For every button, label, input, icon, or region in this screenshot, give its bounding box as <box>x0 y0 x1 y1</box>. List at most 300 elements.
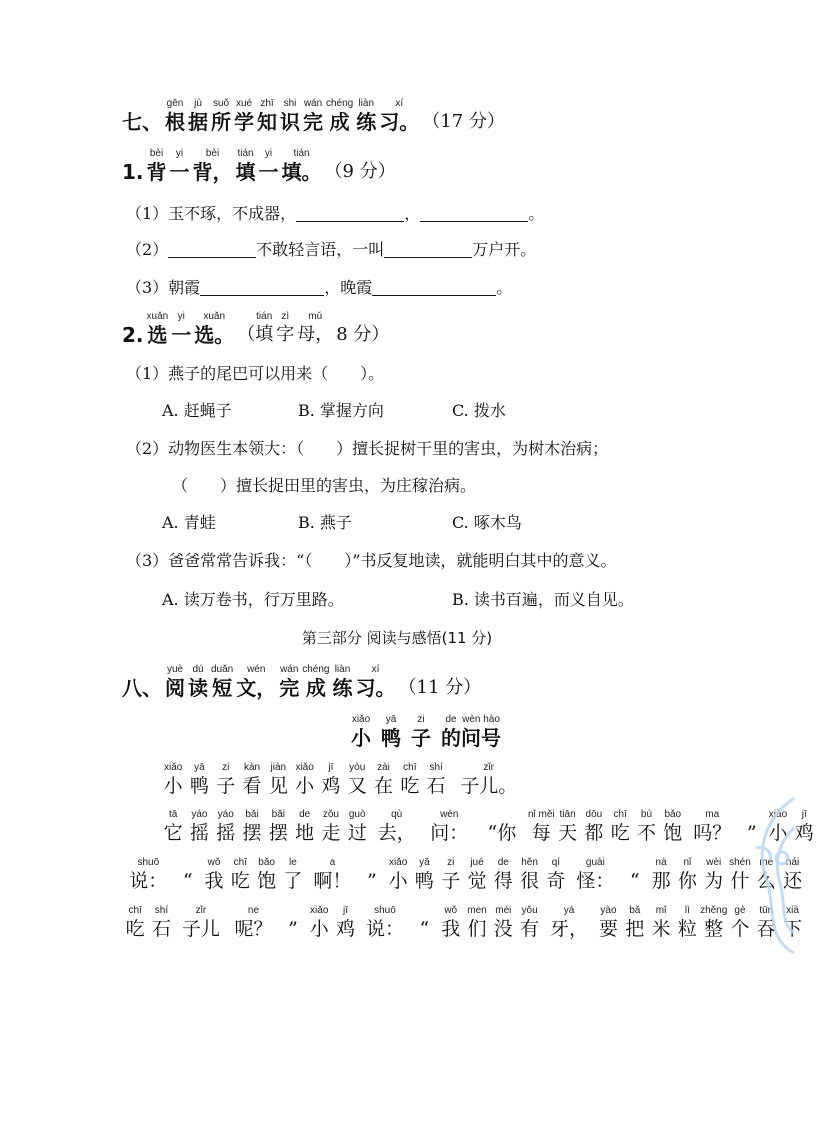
pinyin: gēn <box>166 98 184 109</box>
hanzi: 下 <box>783 918 803 940</box>
pinyin: bù <box>640 809 653 820</box>
ruby-char <box>370 809 423 845</box>
pinyin: chī <box>613 809 627 820</box>
pinyin: bǎo <box>258 857 275 868</box>
hanzi: 还 <box>783 870 803 892</box>
pinyin: chī <box>233 857 247 868</box>
pinyin: zài <box>377 762 390 773</box>
pinyin: wèn <box>440 809 459 820</box>
hanzi: 练 <box>356 110 377 134</box>
pinyin: xué <box>235 98 253 109</box>
hanzi: 一 <box>169 160 190 184</box>
pinyin: dōu <box>585 809 603 820</box>
pinyin: zǐr <box>195 905 207 916</box>
pinyin: zi <box>447 857 455 868</box>
pinyin: hěn <box>521 857 538 868</box>
pinyin: shi <box>283 98 297 109</box>
ruby-char <box>239 809 265 845</box>
hanzi: 字 <box>276 324 295 345</box>
ruby-char <box>791 809 817 845</box>
hanzi: 选 <box>147 323 168 347</box>
ruby-char <box>259 148 279 184</box>
hanzi: 成 <box>305 676 326 700</box>
q1-item-3 <box>126 276 512 300</box>
hanzi: 习。 <box>355 676 396 700</box>
pinyin: jī <box>328 762 334 773</box>
ruby-char <box>595 905 621 941</box>
pinyin: zhěng <box>700 905 728 916</box>
pinyin: zhī <box>260 98 274 109</box>
ruby-char <box>674 857 700 893</box>
story-line <box>160 762 528 798</box>
score-note: （11 分） <box>398 677 482 698</box>
pinyin: yáo <box>217 809 234 820</box>
pinyin: mǐ <box>655 905 667 916</box>
q1-item-1 <box>126 202 544 226</box>
hanzi: “ <box>419 918 430 940</box>
ruby-char <box>648 905 674 941</box>
ruby-char <box>622 905 648 941</box>
section8-heading <box>122 664 481 700</box>
ruby-char <box>528 809 554 845</box>
logo-watermark-icon <box>736 788 794 958</box>
pinyin: yi <box>177 311 185 322</box>
q1-item-3-end: 。 <box>496 278 513 297</box>
option-c[interactable]: C. 拨水 <box>452 401 506 420</box>
hanzi: 啊！ <box>313 870 352 892</box>
hanzi: 见 <box>268 775 288 797</box>
pinyin: liàn <box>334 664 351 675</box>
hanzi: 它 <box>163 822 183 844</box>
pinyin: gè <box>734 905 746 916</box>
pinyin: qù <box>391 809 403 820</box>
ruby-char <box>306 905 332 941</box>
hanzi: 饱 <box>663 822 683 844</box>
ruby-char <box>359 857 385 893</box>
hanzi: 填 <box>255 324 274 345</box>
pinyin: de <box>497 857 509 868</box>
hanzi: 鸭 <box>414 870 434 892</box>
option-c[interactable]: C. 啄木鸟 <box>452 513 522 532</box>
ruby-char <box>282 148 322 184</box>
ruby-char <box>490 905 516 941</box>
score-note: （9 分） <box>324 161 396 182</box>
hanzi: 吞 <box>756 918 776 940</box>
ruby-char <box>211 664 233 700</box>
ruby-char <box>211 98 231 134</box>
pinyin: yào <box>600 905 617 916</box>
ruby-char <box>165 664 185 700</box>
hanzi: 过 <box>347 822 367 844</box>
hanzi: 子儿。 <box>460 775 518 797</box>
hanzi: 据 <box>188 110 208 134</box>
ruby-char <box>280 857 306 893</box>
answer-blank[interactable] <box>296 203 404 222</box>
pinyin: de <box>445 714 457 725</box>
hanzi: 有 <box>520 918 540 940</box>
pinyin: bǎi <box>245 809 259 820</box>
ruby-char <box>379 98 419 134</box>
option-a[interactable]: A. 读万卷书，行万里路。 <box>162 590 344 609</box>
pinyin: méi <box>495 905 512 916</box>
part3-title: 第三部分 阅读与感悟(11 分) <box>301 629 493 647</box>
ruby-char <box>318 762 344 798</box>
ruby-char <box>234 98 254 134</box>
ruby-char <box>291 809 317 845</box>
pinyin: bǎ <box>629 905 641 916</box>
ruby-char <box>188 664 208 700</box>
pinyin: hái <box>785 857 800 868</box>
pinyin: shuō <box>374 905 396 916</box>
pinyin: wán <box>280 664 299 675</box>
ruby-char <box>122 905 148 941</box>
hanzi: 石 <box>151 918 171 940</box>
hanzi: 整 <box>704 918 724 940</box>
pinyin: guài <box>585 857 605 868</box>
ruby-char <box>306 857 359 893</box>
section7-heading <box>122 98 505 134</box>
pinyin: liàn <box>358 98 375 109</box>
hanzi: 说： <box>129 870 168 892</box>
ruby-char <box>175 857 201 893</box>
ruby-char <box>423 762 449 798</box>
hanzi: 填。 <box>281 160 322 184</box>
hanzi: 八、 <box>122 676 162 700</box>
ruby-char <box>160 762 186 798</box>
pinyin: tián <box>256 311 273 322</box>
hanzi: 把 <box>625 918 645 940</box>
hanzi: 问： <box>430 822 469 844</box>
ruby-char <box>213 762 239 798</box>
ruby-char <box>344 809 370 845</box>
pinyin: wèn hào <box>462 714 500 725</box>
ruby-char <box>279 664 299 700</box>
q1-item-3-prefix: （3）朝霞 <box>126 278 201 297</box>
q2-1-text: （1）燕子的尾巴可以用来（ ）。 <box>126 364 385 383</box>
hanzi: 根 <box>165 110 185 134</box>
ruby-char <box>397 762 423 798</box>
ruby-char <box>543 905 596 941</box>
hanzi: 奇 <box>546 870 566 892</box>
pinyin: dú <box>192 664 204 675</box>
hanzi: 得 <box>493 870 513 892</box>
story-line <box>160 809 817 845</box>
pinyin: chéng <box>302 664 330 675</box>
ruby-char <box>276 311 294 347</box>
pinyin: yá <box>563 905 575 916</box>
pinyin: nǐ měi <box>527 809 555 820</box>
hanzi: 鸡 <box>321 775 341 797</box>
ruby-char <box>674 905 700 941</box>
pinyin: shí <box>154 905 169 916</box>
hanzi: 小 <box>163 775 183 797</box>
ruby-char <box>318 809 344 845</box>
answer-blank[interactable] <box>384 239 472 258</box>
hanzi: 觉 <box>467 870 487 892</box>
ruby-char <box>449 762 528 798</box>
pinyin: zì <box>281 311 290 322</box>
ruby-char <box>171 311 191 347</box>
paren-open: （ <box>237 324 256 345</box>
hanzi: 吃 <box>610 822 630 844</box>
hanzi: 说： <box>365 918 404 940</box>
q1-item-1-end: 。 <box>528 204 545 223</box>
hanzi: 完 <box>279 676 300 700</box>
hanzi: 我 <box>441 918 461 940</box>
q2-3-options <box>162 588 722 612</box>
hanzi: 选。 <box>194 323 235 347</box>
hanzi: 的 <box>441 726 461 750</box>
pinyin: yi <box>264 148 273 159</box>
ruby-char <box>464 857 490 893</box>
hanzi: 成 <box>329 110 350 134</box>
ruby-char <box>165 98 185 134</box>
hanzi: 要 <box>598 918 618 940</box>
pinyin: guò <box>348 809 366 820</box>
ruby-char <box>186 762 212 798</box>
pinyin: suǒ <box>212 98 230 109</box>
hanzi: ” <box>746 822 757 844</box>
ruby-char <box>607 809 633 845</box>
ruby-char <box>464 905 490 941</box>
hanzi: 呢？ <box>234 918 273 940</box>
ruby-char <box>170 148 190 184</box>
q1-item-2-prefix: （2） <box>126 240 169 259</box>
hanzi: 子儿 <box>181 918 220 940</box>
hanzi: 摆 <box>268 822 288 844</box>
hanzi: 学 <box>234 110 254 134</box>
hanzi: 吃 <box>400 775 420 797</box>
hanzi: “ <box>629 870 640 892</box>
hanzi: 小 <box>388 870 408 892</box>
hanzi: “ <box>182 870 193 892</box>
ruby-char <box>280 905 306 941</box>
answer-blank[interactable] <box>200 277 324 296</box>
hanzi: 么 <box>756 870 776 892</box>
ruby-char <box>356 98 376 134</box>
answer-blank[interactable] <box>372 277 496 296</box>
hanzi: 每 <box>531 822 551 844</box>
hanzi: 摆 <box>242 822 262 844</box>
pinyin: jī <box>801 809 807 820</box>
hanzi: 鸭 <box>189 775 209 797</box>
pinyin: chéng <box>326 98 354 109</box>
hanzi: 子 <box>441 870 461 892</box>
pinyin: nǐ <box>683 857 692 868</box>
pinyin: jué <box>470 857 484 868</box>
pinyin: wén <box>247 664 266 675</box>
ruby-char <box>236 664 276 700</box>
pinyin: wǒ <box>207 857 221 868</box>
ruby-char <box>147 311 169 347</box>
hanzi: 摇 <box>189 822 209 844</box>
hanzi: 粒 <box>677 918 697 940</box>
pinyin: wèi <box>706 857 722 868</box>
ruby-char <box>701 905 727 941</box>
pinyin: wán <box>303 98 323 109</box>
pinyin: zi <box>222 762 230 773</box>
ruby-char <box>686 809 739 845</box>
hanzi: 所 <box>211 110 231 134</box>
hanzi: 什 <box>730 870 750 892</box>
pinyin: wǒ <box>444 905 458 916</box>
ruby-char <box>148 905 174 941</box>
hanzi: 很 <box>520 870 540 892</box>
hanzi: 你 <box>677 870 697 892</box>
ruby-char <box>188 98 208 134</box>
ruby-char <box>423 809 476 845</box>
q1-heading <box>122 148 396 184</box>
ruby-char <box>255 311 273 347</box>
hanzi: 子 <box>216 775 236 797</box>
ruby-char <box>265 762 291 798</box>
option-b[interactable]: B. 掌握方向 <box>298 401 384 420</box>
ruby-char <box>622 857 648 893</box>
hanzi: 读 <box>188 676 208 700</box>
hanzi: 那 <box>651 870 671 892</box>
q2-2-options <box>162 511 662 535</box>
hanzi: 看 <box>242 775 262 797</box>
q1-item-2-mid: 不敢轻言语，一叫 <box>256 240 385 259</box>
pinyin: yuè <box>166 664 184 675</box>
ruby-char <box>122 98 162 134</box>
pinyin: xiǎo <box>388 857 408 868</box>
option-a[interactable]: A. 赶蝇子 <box>162 401 232 420</box>
hanzi: 小 <box>295 775 315 797</box>
option-b[interactable]: B. 燕子 <box>298 513 352 532</box>
q1-item-2-end: 万户开。 <box>472 240 537 259</box>
pinyin: xí <box>395 98 404 109</box>
hanzi: 在 <box>374 775 394 797</box>
hanzi: 鸡 <box>336 918 356 940</box>
pinyin: bǎi <box>271 809 286 820</box>
q2-2-text-continued: （ ）擅长捉田里的害虫，为庄稼治病。 <box>172 476 477 495</box>
pinyin: jī <box>343 905 349 916</box>
pinyin: zǒu <box>322 809 339 820</box>
pinyin: me <box>759 857 774 868</box>
story-line <box>122 905 806 941</box>
ruby-char <box>554 809 580 845</box>
pinyin: xiǎo <box>768 809 788 820</box>
score-note: （17 分） <box>422 111 505 132</box>
pinyin: tā <box>168 809 178 820</box>
pinyin: mǔ <box>308 311 323 322</box>
hanzi: 文， <box>236 676 277 700</box>
ruby-char <box>385 857 411 893</box>
score-note: 8 分） <box>336 324 390 345</box>
hanzi: ” <box>366 870 377 892</box>
ruby-char <box>303 98 323 134</box>
ruby-char <box>411 905 437 941</box>
hanzi: 完 <box>303 110 323 134</box>
option-a[interactable]: A. 青蛙 <box>162 513 216 532</box>
ruby-char <box>476 809 529 845</box>
q2-2-text: （2）动物医生本领大：（ ）擅长捉树干里的害虫，为树木治病； <box>126 439 609 458</box>
q1-item-2 <box>126 238 536 262</box>
ruby-char <box>346 714 376 750</box>
pinyin: shén <box>729 857 751 868</box>
pinyin: men <box>467 905 487 916</box>
ruby-char <box>516 905 542 941</box>
ruby-char <box>122 857 175 893</box>
q2-3-text: （3）爸爸常常告诉我：“（ ）”书反复地读，就能明白其中的意义。 <box>126 551 617 570</box>
ruby-char <box>257 98 277 134</box>
ruby-char <box>516 857 542 893</box>
hanzi: 鸭 <box>381 726 401 750</box>
pinyin: xià <box>786 905 799 916</box>
pinyin: xiǎo <box>163 762 183 773</box>
ruby-char <box>326 98 353 134</box>
pinyin: yáo <box>191 809 208 820</box>
pinyin: xiǎo <box>351 714 371 725</box>
ruby-char <box>160 809 186 845</box>
pinyin: duǎn <box>211 664 234 675</box>
ruby-char <box>356 664 396 700</box>
answer-blank[interactable] <box>420 203 528 222</box>
pinyin: tiān <box>559 809 576 820</box>
pinyin: le <box>289 857 297 868</box>
pinyin: de <box>299 809 311 820</box>
hanzi: 米 <box>651 918 671 940</box>
hanzi: 填 <box>235 160 256 184</box>
hanzi: 背， <box>192 160 233 184</box>
hanzi: 知 <box>257 110 277 134</box>
hanzi: 不 <box>636 822 656 844</box>
pinyin: tián <box>237 148 254 159</box>
ruby-char <box>660 809 686 845</box>
answer-blank[interactable] <box>168 239 256 258</box>
hanzi: 地 <box>295 822 315 844</box>
pinyin: yā <box>194 762 205 773</box>
ruby-char <box>291 762 317 798</box>
pinyin: xiǎo <box>310 905 329 916</box>
ruby-char <box>175 905 228 941</box>
hanzi: 吃 <box>230 870 250 892</box>
hanzi: 短 <box>212 676 233 700</box>
pinyin: tián <box>293 148 310 159</box>
ruby-char <box>122 664 162 700</box>
q2-heading <box>122 311 389 347</box>
hanzi: ” <box>288 918 298 940</box>
pinyin: yā <box>385 714 397 725</box>
pinyin: bèi <box>205 148 220 159</box>
hanzi: 没 <box>493 918 513 940</box>
hanzi: 了 <box>283 870 303 892</box>
pinyin: yòu <box>349 762 366 773</box>
ruby-char <box>461 714 501 750</box>
ruby-char <box>194 311 234 347</box>
hanzi: 为 <box>704 870 724 892</box>
ruby-char <box>333 664 353 700</box>
ruby-char <box>122 148 144 184</box>
ruby-char <box>227 905 280 941</box>
pinyin: chī <box>403 762 417 773</box>
hanzi: 天 <box>558 822 578 844</box>
q2-1-options <box>162 399 662 423</box>
hanzi: 问号 <box>461 726 501 750</box>
hanzi: 我 <box>204 870 224 892</box>
hanzi: 子 <box>411 726 431 750</box>
ruby-char <box>581 809 607 845</box>
ruby-char <box>280 98 300 134</box>
pinyin: xuǎn <box>203 311 226 322</box>
q1-item-3-mid: ，晚霞 <box>324 278 373 297</box>
option-b[interactable]: B. 读书百遍，而义自见。 <box>452 590 634 609</box>
hanzi: 饱 <box>257 870 277 892</box>
ruby-char <box>370 762 396 798</box>
pinyin: ma <box>705 809 720 820</box>
hanzi: 2. <box>122 323 144 347</box>
